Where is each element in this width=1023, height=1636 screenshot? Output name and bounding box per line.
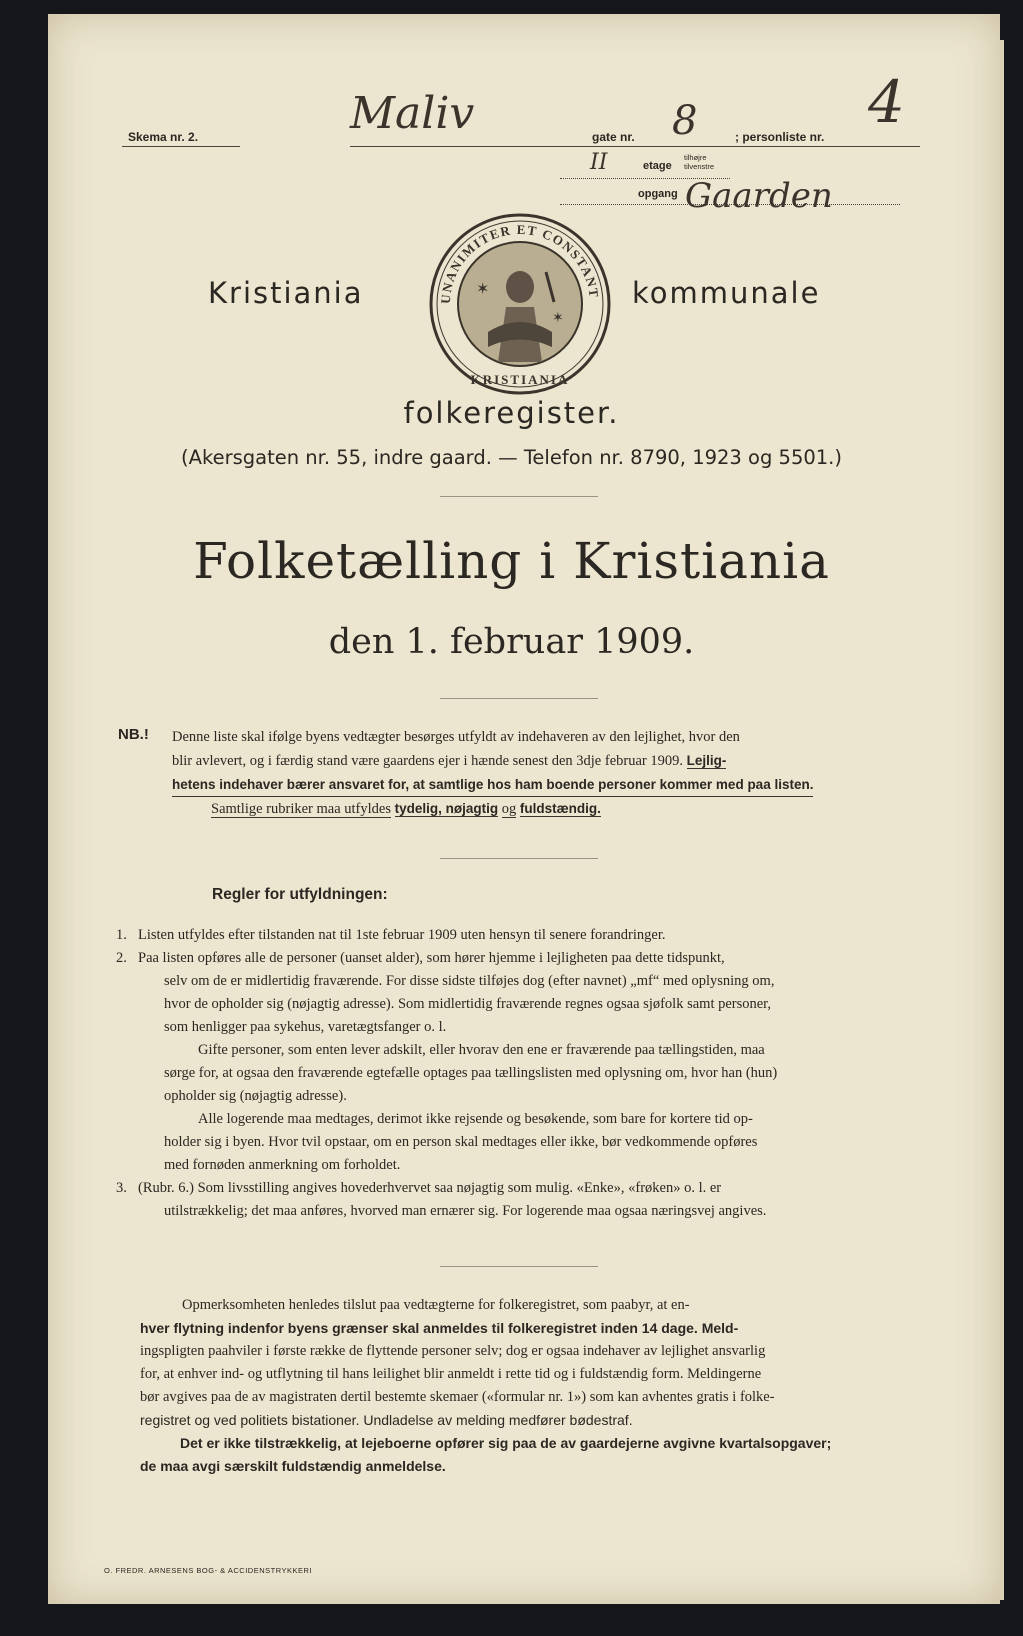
rule-text: (Rubr. 6.) Som livsstilling angives hovederhvervet saa nøjagtig som mulig. «Enke», «frøken» o. l. er bbox=[138, 1180, 722, 1196]
notice-line: hver flytning indenfor byens grænser skal anmeldes til folkeregistret inden 14 dage. Meld- bbox=[140, 1320, 739, 1336]
city-seal bbox=[428, 212, 612, 401]
rule-text: Listen utfyldes efter tilstanden nat til 1ste februar 1909 uten hensyn til senere forandringer. bbox=[138, 927, 666, 943]
nb-paragraph bbox=[172, 726, 924, 821]
rule-text: Gifte personer, som enten lever adskilt, eller hvorav den ene er fraværende paa tællingstiden, maa bbox=[198, 1042, 765, 1058]
rule-text: sørge for, at ogsaa den fraværende egtefælle optages paa tællingslisten med oplysning om, hvor han (hun) bbox=[164, 1065, 778, 1081]
notice-paragraph bbox=[140, 1294, 926, 1478]
rule-number: 2. bbox=[116, 950, 127, 966]
office-address: (Akersgaten nr. 55, indre gaard. — Telefon nr. 8790, 1923 og 5501.) bbox=[181, 446, 842, 469]
divider-4 bbox=[440, 1266, 598, 1267]
svg-text:✶: ✶ bbox=[476, 281, 490, 298]
rule-line bbox=[116, 947, 926, 970]
etage-label: etage bbox=[643, 160, 672, 172]
divider-3 bbox=[440, 858, 598, 859]
gate-number: 8 bbox=[672, 98, 698, 144]
title-kristiania: Kristiania bbox=[208, 276, 364, 310]
rule-line bbox=[116, 1200, 926, 1223]
rule-line bbox=[116, 1131, 926, 1154]
rule-line bbox=[116, 1108, 926, 1131]
notice-line: de maa avgi særskilt fuldstændig anmeldelse. bbox=[140, 1458, 446, 1474]
rules-list bbox=[116, 924, 926, 1223]
rule-line bbox=[116, 970, 926, 993]
skema-underline bbox=[122, 146, 240, 147]
printer-imprint: O. FREDR. ARNESENS BOG- & ACCIDENSTRYKKERI bbox=[104, 1566, 312, 1575]
rule-text: opholder sig (nøjagtig adresse). bbox=[164, 1088, 347, 1104]
rule-number: 3. bbox=[116, 1180, 127, 1196]
rules-heading: Regler for utfyldningen: bbox=[212, 886, 388, 903]
notice-line: bør avgives paa de av magistraten dertil bestemte skemaer («formular nr. 1») som kan avhentes gratis i folke- bbox=[140, 1389, 775, 1405]
title-kommunale: kommunale bbox=[632, 276, 821, 310]
opgang-value: Gaarden bbox=[685, 176, 833, 216]
census-date: den 1. februar 1909. bbox=[328, 622, 695, 662]
rule-line bbox=[116, 1085, 926, 1108]
seal-bottom-text: KRISTIANIA bbox=[470, 372, 570, 387]
nb-line-4: Samtlige rubriker maa utfyldes tydelig, nøjagtig og fuldstændig. bbox=[211, 801, 601, 817]
address-line bbox=[350, 146, 920, 147]
skema-label: Skema nr. 2. bbox=[128, 130, 199, 144]
rule-text: som henligger paa sykehus, varetægtsfanger o. l. bbox=[164, 1019, 447, 1035]
rule-text: utilstrækkelig; det maa anføres, hvorved man ernærer sig. For logerende maa ogsaa næringsvej angives. bbox=[164, 1203, 767, 1219]
personliste-label: ; personliste nr. bbox=[735, 130, 825, 144]
gate-label: gate nr. bbox=[592, 130, 635, 144]
notice-line: Det er ikke tilstrækkelig, at lejeboerne opfører sig paa de av gaardejerne avgivne kvartalsopgaver; bbox=[180, 1435, 832, 1451]
nb-label: NB.! bbox=[118, 726, 149, 743]
main-title: Folketælling i Kristiania bbox=[193, 532, 830, 590]
etage-value: II bbox=[590, 150, 608, 175]
street-name-handwritten: Maliv bbox=[350, 88, 475, 139]
nb-line-3: hetens indehaver bærer ansvaret for, at samtlige hos ham boende personer kommer med paa listen. bbox=[172, 773, 813, 797]
rule-text: holder sig i byen. Hvor tvil opstaar, om en person skal medtages eller ikke, bør vedkommende opføres bbox=[164, 1134, 758, 1150]
personliste-number: 4 bbox=[868, 68, 905, 136]
divider-2 bbox=[440, 698, 598, 699]
nb-line-1: Denne liste skal ifølge byens vedtægter besørges utfyldt av indehaveren av den lejlighet, hvor den bbox=[172, 729, 740, 745]
rule-text: Alle logerende maa medtages, derimot ikke rejsende og besøkende, som bare for kortere tid op- bbox=[198, 1111, 753, 1127]
notice-line: registret og ved politiets bistationer. Undladelse av melding medfører bødestraf. bbox=[140, 1412, 633, 1428]
notice-line: Opmerksomheten henledes tilslut paa vedtægterne for folkeregistret, som paabyr, at en- bbox=[182, 1297, 690, 1313]
seal-ring-text: UNANIMITER ET CONSTANT bbox=[437, 221, 602, 305]
divider-1 bbox=[440, 496, 598, 497]
rule-number: 1. bbox=[116, 927, 127, 943]
rule-line bbox=[116, 1177, 926, 1200]
rule-text: Paa listen opføres alle de personer (uanset alder), som hører hjemme i lejligheten paa dette tidspunkt, bbox=[138, 950, 725, 966]
rule-line bbox=[116, 1016, 926, 1039]
rule-line bbox=[116, 924, 926, 947]
svg-text:✶: ✶ bbox=[552, 311, 564, 326]
etage-options: tilhøjre tilvenstre bbox=[684, 153, 715, 171]
rule-text: hvor de opholder sig (nøjagtig adresse). Som midlertidig fraværende regnes ogsaa sjøfolk samt personer, bbox=[164, 996, 772, 1012]
opgang-label: opgang bbox=[638, 188, 678, 200]
rule-line bbox=[116, 1062, 926, 1085]
title-folkeregister: folkeregister. bbox=[403, 396, 620, 430]
rule-line bbox=[116, 1039, 926, 1062]
notice-line: for, at enhver ind- og utflytning til hans leilighet blir anmeldt i rette tid og i fuldstændig form. Meldingerne bbox=[140, 1366, 762, 1382]
nb-line-2: blir avlevert, og i færdig stand være gaardens ejer i hænde senest den 3dje februar 1909. Lejlig- bbox=[172, 753, 727, 769]
rule-text: med fornøden anmerkning om forholdet. bbox=[164, 1157, 401, 1173]
rule-line bbox=[116, 1154, 926, 1177]
notice-line: ingspligten paahviler i første række de flyttende personer selv; dog er ogsaa indehaver av lejlighet ansvarlig bbox=[140, 1343, 766, 1359]
rule-text: selv om de er midlertidig fraværende. For disse sidste tilføjes dog (efter navnet) „mf“ med oplysning om, bbox=[164, 973, 775, 989]
rule-line bbox=[116, 993, 926, 1016]
